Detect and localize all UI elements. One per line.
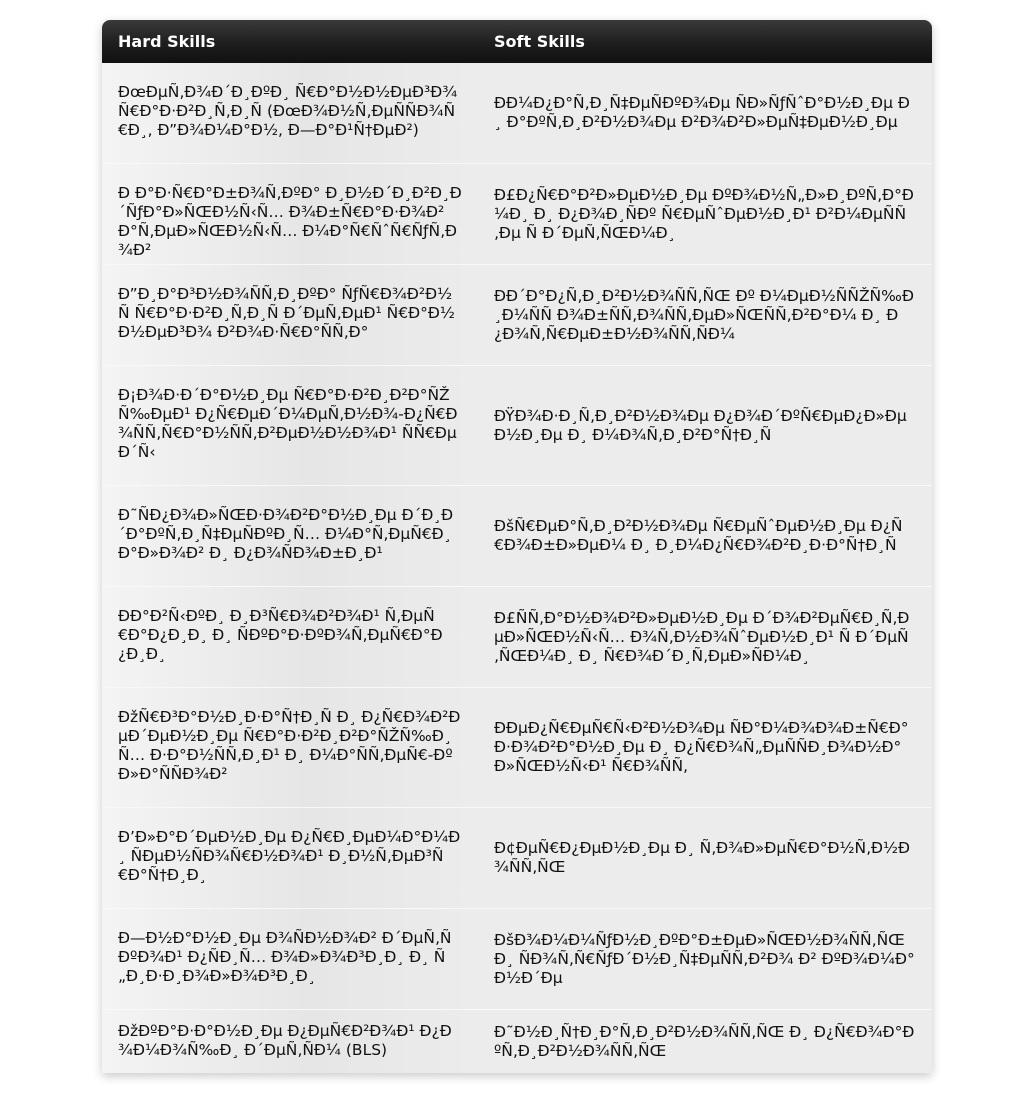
- table-row: [102, 63, 932, 164]
- soft-skill-cell: Ð£Ð¿Ñ€Ð°Ð²Ð»ÐµÐ½Ð¸Ðµ ÐºÐ¾Ð½Ñ„Ð»Ð¸ÐºÑ‚Ð°Ð¼Ð¸ Ð¸ Ð¿Ð¾Ð¸ÑÐº Ñ€ÐµÑˆÐµÐ½Ð¸Ð¹ Ð²Ð¼ÐµÑÑ‚Ðµ Ñ Ð´ÐµÑ‚ÑŒÐ¼Ð¸: [478, 164, 932, 264]
- header-hard-skills: Hard Skills: [118, 32, 216, 51]
- hard-skill-cell: Ð—Ð½Ð°Ð½Ð¸Ðµ Ð¾ÑÐ½Ð¾Ð² Ð´ÐµÑ‚ÑÐºÐ¾Ð¹ Ð¿ÑÐ¸Ñ… Ð¾Ð»Ð¾Ð³Ð¸Ð¸ Ð¸ Ñ„Ð¸Ð·Ð¸Ð¾Ð»Ð¾Ð³Ð¸Ð¸: [102, 909, 478, 1009]
- table-row: [102, 808, 932, 909]
- hard-skill-cell: ÐžÑ€Ð³Ð°Ð½Ð¸Ð·Ð°Ñ†Ð¸Ñ Ð¸ Ð¿Ñ€Ð¾Ð²ÐµÐ´ÐµÐ½Ð¸Ðµ Ñ€Ð°Ð·Ð²Ð¸Ð²Ð°ÑŽÑ‰Ð¸Ñ… Ð·Ð°Ð½ÑÑ‚Ð¸Ð¹ Ð¸ Ð¼Ð°ÑÑ‚ÐµÑ€-ÐºÐ»Ð°ÑÑÐ¾Ð²: [102, 688, 478, 807]
- table-row: [102, 265, 932, 366]
- hard-skill-cell: ÐœÐµÑ‚Ð¾Ð´Ð¸ÐºÐ¸ Ñ€Ð°Ð½Ð½ÐµÐ³Ð¾ Ñ€Ð°Ð·Ð²Ð¸Ñ‚Ð¸Ñ (ÐœÐ¾Ð½Ñ‚ÐµÑÑÐ¾Ñ€Ð¸, Ð”Ð¾Ð¼Ð°Ð½, Ð—Ð°Ð¹Ñ†ÐµÐ²): [102, 63, 478, 163]
- table-row: [102, 1010, 932, 1073]
- soft-skill-cell: ÐŸÐ¾Ð·Ð¸Ñ‚Ð¸Ð²Ð½Ð¾Ðµ Ð¿Ð¾Ð´ÐºÑ€ÐµÐ¿Ð»ÐµÐ½Ð¸Ðµ Ð¸ Ð¼Ð¾Ñ‚Ð¸Ð²Ð°Ñ†Ð¸Ñ: [478, 366, 932, 485]
- table-header: [102, 20, 932, 63]
- hard-skill-cell: Ð”Ð¸Ð°Ð³Ð½Ð¾ÑÑ‚Ð¸ÐºÐ° ÑƒÑ€Ð¾Ð²Ð½Ñ Ñ€Ð°Ð·Ð²Ð¸Ñ‚Ð¸Ñ Ð´ÐµÑ‚ÐµÐ¹ Ñ€Ð°Ð½Ð½ÐµÐ³Ð¾ Ð²Ð¾Ð·Ñ€Ð°ÑÑ‚Ð°: [102, 265, 478, 365]
- soft-skill-cell: Ð˜Ð½Ð¸Ñ†Ð¸Ð°Ñ‚Ð¸Ð²Ð½Ð¾ÑÑ‚ÑŒ Ð¸ Ð¿Ñ€Ð¾Ð°ÐºÑ‚Ð¸Ð²Ð½Ð¾ÑÑ‚ÑŒ: [478, 1010, 932, 1073]
- table-row: [102, 486, 932, 587]
- table-row: [102, 164, 932, 265]
- table-row: [102, 909, 932, 1010]
- soft-skill-cell: ÐÐµÐ¿Ñ€ÐµÑ€Ñ‹Ð²Ð½Ð¾Ðµ ÑÐ°Ð¼Ð¾Ð¾Ð±Ñ€Ð°Ð·Ð¾Ð²Ð°Ð½Ð¸Ðµ Ð¸ Ð¿Ñ€Ð¾Ñ„ÐµÑÑÐ¸Ð¾Ð½Ð°Ð»ÑŒÐ½Ñ‹Ð¹ Ñ€Ð¾ÑÑ‚: [478, 688, 932, 807]
- hard-skill-cell: Ð Ð°Ð·Ñ€Ð°Ð±Ð¾Ñ‚ÐºÐ° Ð¸Ð½Ð´Ð¸Ð²Ð¸Ð´ÑƒÐ°Ð»ÑŒÐ½Ñ‹Ñ… Ð¾Ð±Ñ€Ð°Ð·Ð¾Ð²Ð°Ñ‚ÐµÐ»ÑŒÐ½Ñ‹Ñ… Ð¼Ð°Ñ€ÑˆÑ€ÑƒÑ‚Ð¾Ð²: [102, 164, 478, 264]
- table-row: [102, 366, 932, 486]
- header-soft-skills: Soft Skills: [494, 32, 585, 51]
- soft-skill-cell: ÐÐ¼Ð¿Ð°Ñ‚Ð¸Ñ‡ÐµÑÐºÐ¾Ðµ ÑÐ»ÑƒÑˆÐ°Ð½Ð¸Ðµ Ð¸ Ð°ÐºÑ‚Ð¸Ð²Ð½Ð¾Ðµ Ð²Ð¾Ð²Ð»ÐµÑ‡ÐµÐ½Ð¸Ðµ: [478, 63, 932, 163]
- skills-table: [102, 20, 932, 1073]
- soft-skill-cell: ÐÐ´Ð°Ð¿Ñ‚Ð¸Ð²Ð½Ð¾ÑÑ‚ÑŒ Ðº Ð¼ÐµÐ½ÑÑŽÑ‰Ð¸Ð¼ÑÑ Ð¾Ð±ÑÑ‚Ð¾ÑÑ‚ÐµÐ»ÑŒÑÑ‚Ð²Ð°Ð¼ Ð¸ Ð¿Ð¾Ñ‚Ñ€ÐµÐ±Ð½Ð¾ÑÑ‚ÑÐ¼: [478, 265, 932, 365]
- table-row: [102, 587, 932, 688]
- soft-skill-cell: ÐšÐ¾Ð¼Ð¼ÑƒÐ½Ð¸ÐºÐ°Ð±ÐµÐ»ÑŒÐ½Ð¾ÑÑ‚ÑŒ Ð¸ ÑÐ¾Ñ‚Ñ€ÑƒÐ´Ð½Ð¸Ñ‡ÐµÑÑ‚Ð²Ð¾ Ð² ÐºÐ¾Ð¼Ð°Ð½Ð´Ðµ: [478, 909, 932, 1009]
- soft-skill-cell: Ð£ÑÑ‚Ð°Ð½Ð¾Ð²Ð»ÐµÐ½Ð¸Ðµ Ð´Ð¾Ð²ÐµÑ€Ð¸Ñ‚ÐµÐ»ÑŒÐ½Ñ‹Ñ… Ð¾Ñ‚Ð½Ð¾ÑˆÐµÐ½Ð¸Ð¹ Ñ Ð´ÐµÑ‚ÑŒÐ¼Ð¸ Ð¸ Ñ€Ð¾Ð´Ð¸Ñ‚ÐµÐ»ÑÐ¼Ð¸: [478, 587, 932, 687]
- soft-skill-cell: Ð¢ÐµÑ€Ð¿ÐµÐ½Ð¸Ðµ Ð¸ Ñ‚Ð¾Ð»ÐµÑ€Ð°Ð½Ñ‚Ð½Ð¾ÑÑ‚ÑŒ: [478, 808, 932, 908]
- hard-skill-cell: ÐžÐºÐ°Ð·Ð°Ð½Ð¸Ðµ Ð¿ÐµÑ€Ð²Ð¾Ð¹ Ð¿Ð¾Ð¼Ð¾Ñ‰Ð¸ Ð´ÐµÑ‚ÑÐ¼ (BLS): [102, 1010, 478, 1073]
- hard-skill-cell: Ð’Ð»Ð°Ð´ÐµÐ½Ð¸Ðµ Ð¿Ñ€Ð¸ÐµÐ¼Ð°Ð¼Ð¸ ÑÐµÐ½ÑÐ¾Ñ€Ð½Ð¾Ð¹ Ð¸Ð½Ñ‚ÐµÐ³Ñ€Ð°Ñ†Ð¸Ð¸: [102, 808, 478, 908]
- soft-skill-cell: ÐšÑ€ÐµÐ°Ñ‚Ð¸Ð²Ð½Ð¾Ðµ Ñ€ÐµÑˆÐµÐ½Ð¸Ðµ Ð¿Ñ€Ð¾Ð±Ð»ÐµÐ¼ Ð¸ Ð¸Ð¼Ð¿Ñ€Ð¾Ð²Ð¸Ð·Ð°Ñ†Ð¸Ñ: [478, 486, 932, 586]
- hard-skill-cell: Ð˜ÑÐ¿Ð¾Ð»ÑŒÐ·Ð¾Ð²Ð°Ð½Ð¸Ðµ Ð´Ð¸Ð´Ð°ÐºÑ‚Ð¸Ñ‡ÐµÑÐºÐ¸Ñ… Ð¼Ð°Ñ‚ÐµÑ€Ð¸Ð°Ð»Ð¾Ð² Ð¸ Ð¿Ð¾ÑÐ¾Ð±Ð¸Ð¹: [102, 486, 478, 586]
- hard-skill-cell: ÐÐ°Ð²Ñ‹ÐºÐ¸ Ð¸Ð³Ñ€Ð¾Ð²Ð¾Ð¹ Ñ‚ÐµÑ€Ð°Ð¿Ð¸Ð¸ Ð¸ ÑÐºÐ°Ð·ÐºÐ¾Ñ‚ÐµÑ€Ð°Ð¿Ð¸Ð¸: [102, 587, 478, 687]
- hard-skill-cell: Ð¡Ð¾Ð·Ð´Ð°Ð½Ð¸Ðµ Ñ€Ð°Ð·Ð²Ð¸Ð²Ð°ÑŽÑ‰ÐµÐ¹ Ð¿Ñ€ÐµÐ´Ð¼ÐµÑ‚Ð½Ð¾-Ð¿Ñ€Ð¾ÑÑ‚Ñ€Ð°Ð½ÑÑ‚Ð²ÐµÐ½Ð½Ð¾Ð¹ ÑÑ€ÐµÐ´Ñ‹: [102, 366, 478, 485]
- table-row: [102, 688, 932, 808]
